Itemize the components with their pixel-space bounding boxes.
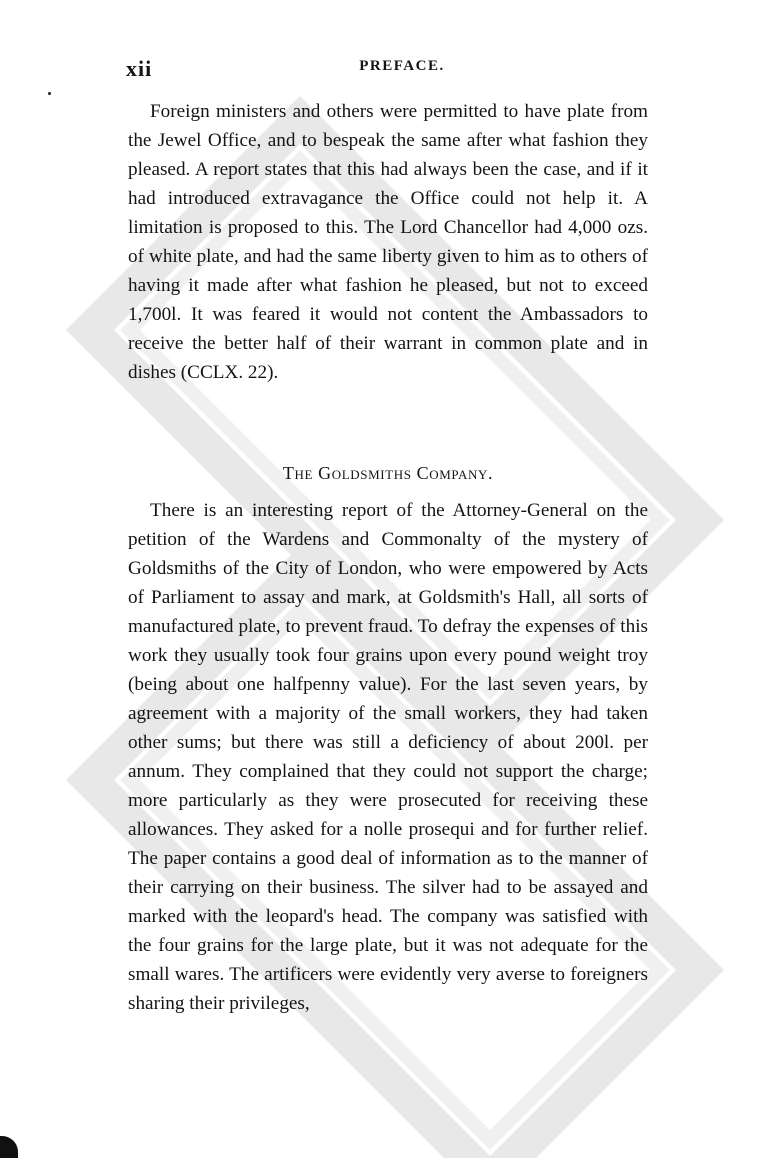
paragraph-text: Foreign ministers and others were permitted to have plate from the Jewel Office, and to bespeak the same after what fashion they pleased. A report states that this had always been the case, and if it had introduced extravagance the Office could not help it. A limitation is proposed to this. The Lord Chancellor had 4,000 ozs. of white plate, and had the same liberty given to him as to others of having it made after what fashion he pleased, but not to exceed 1,700l. It was feared it would not content the Ambassadors to receive the better half of their warrant in common plate and in dishes (CCLX. 22). bbox=[128, 101, 648, 383]
body-paragraph-goldsmiths bbox=[128, 496, 648, 1018]
scan-corner-mark bbox=[0, 1136, 18, 1158]
body-paragraph-jewel-office bbox=[128, 97, 648, 387]
running-title: PREFACE. bbox=[359, 58, 445, 74]
ink-speck bbox=[48, 92, 51, 95]
running-head bbox=[126, 56, 648, 86]
paragraph-text: There is an interesting report of the Attorney-General on the petition of the Wardens and Commonalty of the mystery of Goldsmiths of the City of London, who were empowered by Acts of Parliament to assay and mark, at Goldsmith's Hall, all sorts of manufactured plate, to prevent fraud. To defray the expenses of this work they usually took four grains upon every pound weight troy (being about one halfpenny value). For the last seven years, by agreement with a majority of the small workers, they had taken other sums; but there was still a deficiency of about 200l. per annum. They complained that they could not support the charge; more particularly as they were prosecuted for receiving these allowances. They asked for a nolle prosequi and for further relief. The paper contains a good deal of information as to the manner of their carrying on their business. The silver had to be assayed and marked with the leopard's head. The company was satisfied with the four grains for the large plate, but it was not adequate for the small wares. The artificers were evidently very averse to foreigners sharing their privileges, bbox=[128, 500, 648, 1014]
page-number: xii bbox=[126, 56, 153, 81]
section-heading: The Goldsmiths Company. bbox=[282, 463, 494, 483]
